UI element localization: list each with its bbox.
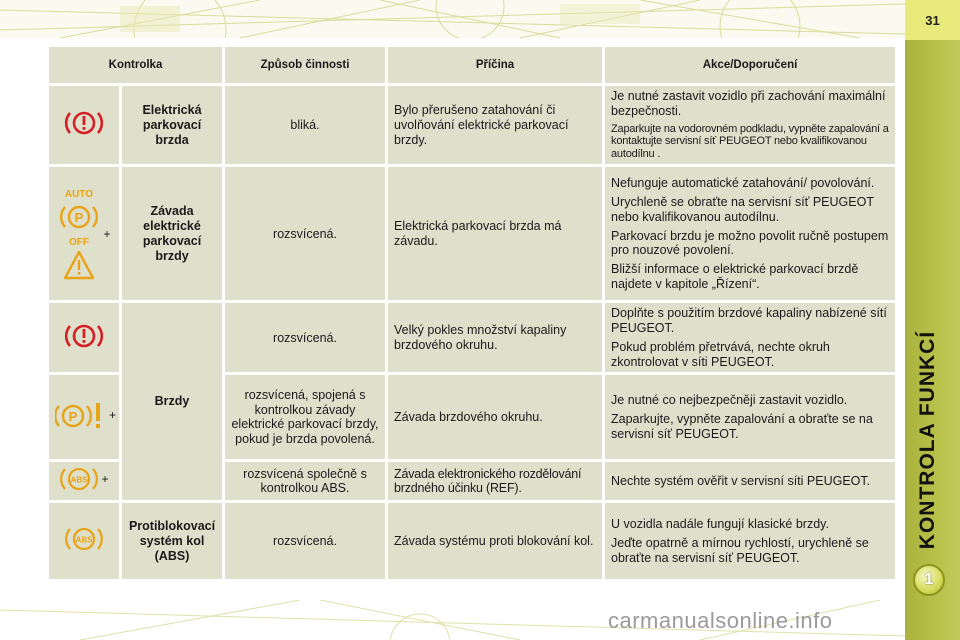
mode-cell: rozsvícená, spojená s kontrolkou závady elektrické parkovací brzdy, pokud je brzda povolená.	[225, 375, 385, 459]
cause-cell: Bylo přerušeno zatahování či uvolňování elektrické parkovací brzdy.	[388, 86, 602, 164]
cause-cell: Velký pokles množství kapaliny brzdového okruhu.	[388, 303, 602, 372]
indicator-cell	[49, 375, 119, 459]
cause-cell: Závada elektronického rozdělování brzdného účinku (REF).	[388, 462, 602, 500]
mode-cell: rozsvícená společně s kontrolkou ABS.	[225, 462, 385, 500]
table-row	[49, 86, 895, 164]
auto-p-off-icon	[57, 187, 101, 249]
warning-lights-table	[46, 44, 898, 582]
action-cell	[605, 503, 895, 579]
action-text: Doplňte s použitím brzdové kapaliny nabízené sítí PEUGEOT.	[611, 306, 887, 336]
cause-cell: Závada brzdového okruhu.	[388, 375, 602, 459]
indicator-name: Elektrická parkovací brzda	[122, 86, 222, 164]
action-text: Zaparkujte na vodorovném podkladu, vypněte zapalování a kontaktujte servisní síť PEUGEOT nebo kvalifikovanou autodílnu .	[611, 122, 889, 161]
header-zpusob: Způsob činnosti	[225, 47, 385, 83]
action-text: Nechte systém ověřit v servisní síti PEUGEOT.	[611, 473, 871, 488]
table-row	[49, 167, 895, 300]
action-text: Urychleně se obraťte na servisní síť PEUGEOT nebo kvalifikovanou autodílnu.	[611, 195, 874, 224]
mode-cell: rozsvícená.	[225, 503, 385, 579]
abs-label: ABS	[71, 475, 88, 485]
action-cell	[605, 86, 895, 164]
chapter-title: KONTROLA FUNKCÍ	[916, 330, 939, 550]
action-text: U vozidla nadále fungují klasické brzdy.	[611, 517, 829, 532]
watermark: carmanualsonline.info	[608, 608, 833, 633]
plus-sign: +	[101, 472, 109, 487]
table-row	[49, 303, 895, 372]
indicator-cell	[49, 167, 119, 300]
p-label: P	[75, 209, 84, 225]
action-text: Jeďte opatrně a mírnou rychlostí, urychleně se obraťte na servisní síť PEUGEOT.	[611, 535, 869, 565]
action-text: Pokud problém přetrvává, nechte okruh zkontrolovat v síti PEUGEOT.	[611, 339, 830, 369]
action-text: Zaparkujte, vypněte zapalování a obraťte se na servisní síť PEUGEOT.	[611, 412, 873, 441]
plus-sign: +	[103, 226, 111, 241]
mode-cell: bliká.	[225, 86, 385, 164]
p-label: P	[68, 408, 78, 424]
p-exclamation-warning-icon	[55, 400, 107, 432]
table-header-row	[49, 47, 895, 83]
plus-sign: +	[109, 408, 117, 423]
off-label: OFF	[69, 236, 90, 248]
auto-label: AUTO	[65, 188, 94, 200]
action-cell	[605, 167, 895, 300]
indicator-cell	[49, 503, 119, 579]
brake-warning-red-icon	[64, 321, 104, 351]
indicator-name: Závada elektrické parkovací brzdy	[122, 167, 222, 300]
action-text: Parkovací brzdu je možno povolit ručně postupem pro nouzové povolení.	[611, 228, 889, 258]
indicator-cell	[49, 86, 119, 164]
header-akce: Akce/Doporučení	[605, 47, 895, 83]
action-cell	[605, 303, 895, 372]
brake-warning-red-icon	[64, 108, 104, 138]
abs-label: ABS	[75, 535, 93, 545]
mode-cell: rozsvícená.	[225, 167, 385, 300]
action-text: Je nutné co nejbezpečněji zastavit vozidlo.	[611, 393, 848, 408]
chapter-badge: 1	[913, 564, 945, 596]
action-text: Bližší informace o elektrické parkovací brzdě najdete v kapitole „Řízení“.	[611, 262, 859, 291]
indicator-cell	[49, 462, 119, 500]
page-number: 31	[905, 0, 960, 40]
top-decoration	[0, 0, 905, 38]
warning-triangle-icon	[62, 249, 96, 281]
action-cell	[605, 375, 895, 459]
cause-cell: Závada systému proti blokování kol.	[388, 503, 602, 579]
abs-yellow-icon	[64, 525, 104, 553]
table-row	[49, 503, 895, 579]
abs-yellow-icon	[59, 465, 99, 493]
cause-cell: Elektrická parkovací brzda má závadu.	[388, 167, 602, 300]
header-pricina: Příčina	[388, 47, 602, 83]
indicator-name: Brzdy	[122, 303, 222, 500]
action-cell	[605, 462, 895, 500]
action-text: Je nutné zastavit vozidlo při zachování maximální bezpečnosti.	[611, 89, 886, 118]
indicator-name: Protiblokovací systém kol (ABS)	[122, 503, 222, 579]
header-kontrolka: Kontrolka	[49, 47, 222, 83]
indicator-cell	[49, 303, 119, 372]
action-text: Nefunguje automatické zatahování/ povolování.	[611, 176, 875, 191]
mode-cell: rozsvícená.	[225, 303, 385, 372]
